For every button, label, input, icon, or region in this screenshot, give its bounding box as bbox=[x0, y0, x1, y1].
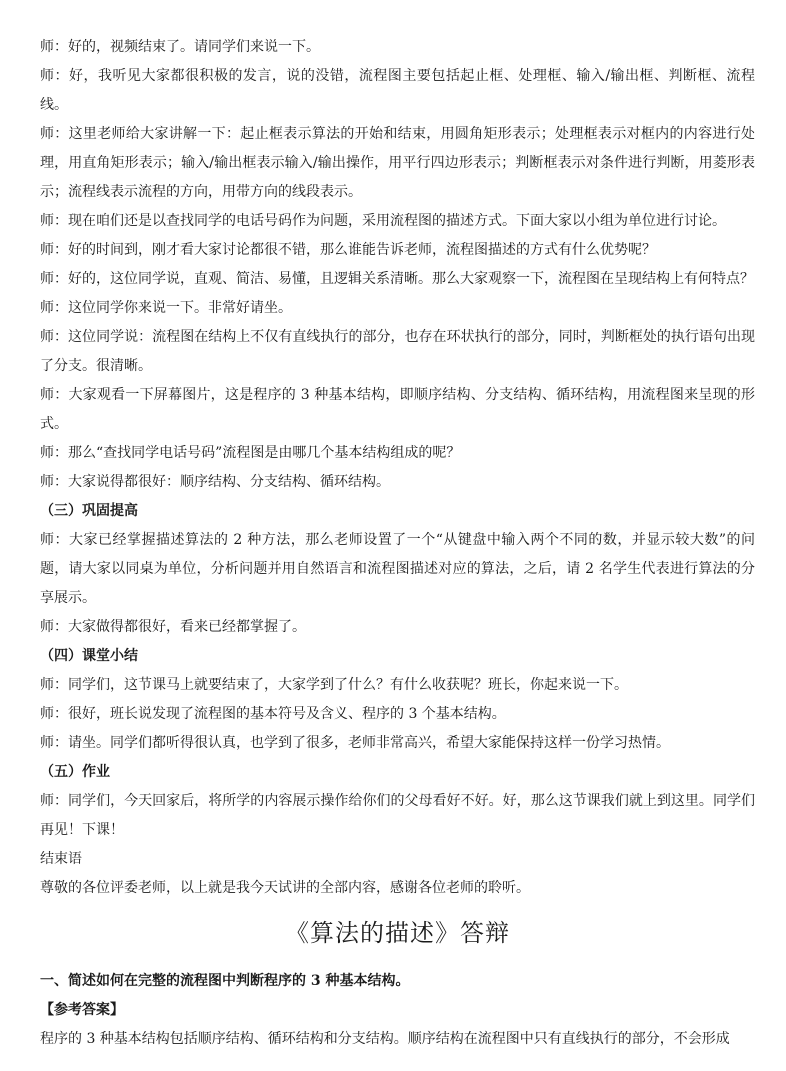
closing-text: 尊敬的各位评委老师，以上就是我今天试讲的全部内容，感谢各位老师的聆听。 bbox=[40, 880, 530, 896]
paragraph: 师：大家说得都很好：顺序结构、分支结构、循环结构。 bbox=[40, 474, 390, 490]
paragraph: 师：这里老师给大家讲解一下：起止框表示算法的开始和结束，用圆角矩形表示；处理框表示对框内的内容进行处理，用直角矩形表示；输入/输出框表示输入/输出操作，用平行四边形表示；判断框表示对条件进行判断，用菱形表示；流程线表示流程的方向，用带方向的线段表示。 bbox=[40, 126, 755, 200]
paragraph: 师：大家观看一下屏幕图片，这是程序的 3 种基本结构，即顺序结构、分支结构、循环结构，用流程图来呈现的形式。 bbox=[40, 387, 755, 432]
paragraph: 师：现在咱们还是以查找同学的电话号码作为问题，采用流程图的描述方式。下面大家以小组为单位进行讨论。 bbox=[40, 213, 726, 229]
paragraph: 师：好的，这位同学说，直观、简洁、易懂，且逻辑关系清晰。那么大家观察一下，流程图在呈现结构上有何特点？ bbox=[40, 271, 754, 287]
paragraph: 师：好，我听见大家都很积极的发言，说的没错，流程图主要包括起止框、处理框、输入/输出框、判断框、流程线。 bbox=[40, 68, 755, 113]
section-heading-consolidation: （三）巩固提高 bbox=[40, 503, 138, 519]
defense-question: 一、简述如何在完整的流程图中判断程序的 3 种基本结构。 bbox=[40, 973, 410, 989]
paragraph: 师：那么“查找同学电话号码”流程图是由哪几个基本结构组成的呢？ bbox=[40, 445, 461, 461]
paragraph: 师：好的时间到，刚才看大家讨论都很不错，那么谁能告诉老师，流程图描述的方式有什么优势呢？ bbox=[40, 242, 656, 258]
closing-label: 结束语 bbox=[40, 851, 82, 867]
section-heading-homework: （五）作业 bbox=[40, 764, 110, 780]
paragraph: 师：同学们，今天回家后，将所学的内容展示操作给你们的父母看好不好。好，那么这节课我们就上到这里。同学们再见！下课！ bbox=[40, 793, 755, 838]
answer-label: 【参考答案】 bbox=[40, 1002, 124, 1018]
document-page bbox=[40, 33, 755, 1054]
paragraph: 师：请坐。同学们都听得很认真，也学到了很多，老师非常高兴，希望大家能保持这样一份学习热情。 bbox=[40, 735, 670, 751]
paragraph: 师：大家做得都很好，看来已经都掌握了。 bbox=[40, 619, 306, 635]
section-heading-summary: （四）课堂小结 bbox=[40, 648, 138, 664]
defense-title: 《算法的描述》答辩 bbox=[285, 919, 510, 947]
paragraph: 师：这位同学你来说一下。非常好请坐。 bbox=[40, 300, 292, 316]
paragraph: 师：很好，班长说发现了流程图的基本符号及含义、程序的 3 个基本结构。 bbox=[40, 706, 506, 722]
paragraph: 师：这位同学说：流程图在结构上不仅有直线执行的部分，也存在环状执行的部分，同时，判断框处的执行语句出现了分支。很清晰。 bbox=[40, 329, 755, 374]
answer-text: 程序的 3 种基本结构包括顺序结构、循环结构和分支结构。顺序结构在流程图中只有直线执行的部分，不会形成 bbox=[40, 1031, 730, 1047]
paragraph: 师：好的，视频结束了。请同学们来说一下。 bbox=[40, 39, 320, 55]
paragraph: 师：大家已经掌握描述算法的 2 种方法，那么老师设置了一个“从键盘中输入两个不同的数，并显示较大数”的问题，请大家以同桌为单位，分析问题并用自然语言和流程图描述对应的算法，之后，请 2 名学生代表进行算法的分享展示。 bbox=[40, 532, 755, 606]
paragraph: 师：同学们，这节课马上就要结束了，大家学到了什么？有什么收获呢？班长，你起来说一下。 bbox=[40, 677, 628, 693]
